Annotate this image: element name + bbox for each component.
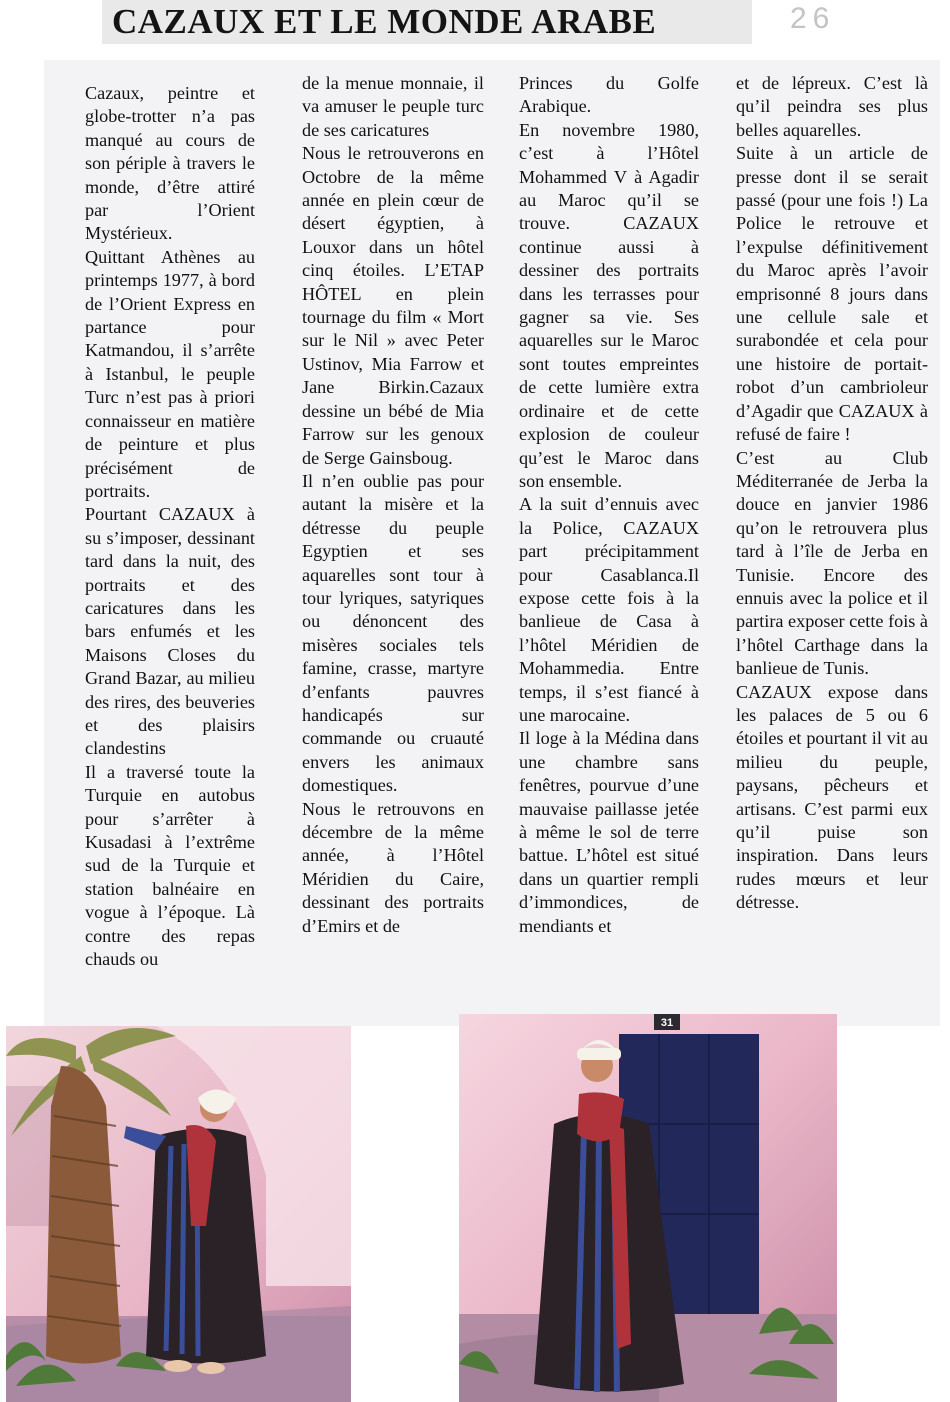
article-column-4 <box>736 72 928 915</box>
paragraph: A la suit d’ennuis avec la Police, CAZAUX part précipitamment pour Casablanca.Il expose cette fois à la banlieue de Casa à l’hôtel Méridien de Mohammedia. Entre temps, il s’est fiancé à une marocaine. <box>519 494 699 725</box>
paragraph: et de lépreux. C’est là qu’il peindra ses plus belles aquarelles. <box>736 73 928 140</box>
door-number: 31 <box>660 1017 674 1029</box>
paragraph: Il loge à la Médina dans une chambre sans fenêtres, pourvue d’une mauvaise paillasse jetée à même le sol de terre battue. L’hôtel est situé dans un quartier rempli d’immondices, de mendiants et <box>519 728 699 936</box>
paragraph: Princes du Golfe Arabique. <box>519 73 699 117</box>
paragraph: Cazaux, peintre et globe-trotter n’a pas manqué au cours de son périple à travers le monde, d’être attiré par l’Orient Mystérieux. <box>85 83 255 244</box>
paragraph: Il a traversé toute la Turquie en autobus pour s’arrêter à Kusadasi à l’extrême sud de la Turquie et station balnéaire en vogue à l’époque. Là contre des repas chauds ou <box>85 761 255 970</box>
article-column-1 <box>85 82 255 971</box>
paragraph: En novembre 1980, c’est à l’Hôtel Mohammed V à Agadir au Maroc qu’il se trouve. CAZAUX continue aussi à dessiner des portraits dans les terrasses pour gagner sa vie. Ses aquarelles sur le Maroc sont toutes empreintes de cette lumière extra ordinaire et de cette explosion de couleur qu’est le Maroc dans son ensemble. <box>519 119 699 491</box>
paragraph: CAZAUX expose dans les palaces de 5 ou 6 étoiles et pourtant il vit au milieu du peuple, paysans, pêcheurs et artisans. C’est parmi eux qu’il puise son inspiration. Dans leurs rudes mœurs et leur détresse. <box>736 681 928 913</box>
photo-man-by-palm-tree <box>6 1026 351 1402</box>
paragraph: Nous le retrouverons en Octobre de la même année en plein cœur de désert égyptien, à Louxor dans un hôtel cinq étoiles. L’ETAP HÔTEL en plein tournage du film « Mort sur le Nil » avec Peter Ustinov, Mia Farrow et Jane Birkin.Cazaux dessine un bébé de Mia Farrow sur les genoux de Serge Gainsboug. <box>302 143 484 468</box>
paragraph: Il n’en oublie pas pour autant la misère et la détresse du peuple Egyptien et ses aquarelles sont tour à tour lyriques, satyriques ou dénoncent des misères sociales tels famine, crasse, martyre d’enfants pauvres handicapés sur commande ou cruauté envers les animaux domestiques. <box>302 470 484 796</box>
paragraph: Nous le retrouvons en décembre de la même année, à l’Hôtel Méridien du Caire, dessinant des portraits d’Emirs et de <box>302 798 484 936</box>
paragraph: C’est au Club Méditerranée de Jerba la douce en janvier 1986 qu’on le retrouvera plus tard à l’île de Jerba en Tunisie. Encore des ennuis avec la police et il partira exposer cette fois à l’hôtel Carthage dans la banlieue de Tunis. <box>736 447 928 679</box>
paragraph: de la menue monnaie, il va amuser le peuple turc de ses caricatures <box>302 73 484 140</box>
paragraph: Suite à un article de presse dont il se serait passé (pour une fois !) La Police le retrouve et l’expulse définitivement du Maroc après l’avoir emprisonné 8 jours dans une cellule sale et surabondée et cela pour une histoire de portait-robot d’un cambrioleur d’Agadir que CAZAUX à refusé de faire ! <box>736 143 928 445</box>
photo-man-before-blue-door <box>459 1014 837 1402</box>
handwritten-page-number: 26 <box>790 2 836 35</box>
page-title: CAZAUX ET LE MONDE ARABE <box>112 2 657 41</box>
paragraph: Pourtant CAZAUX à su s’imposer, dessinant tard dans la nuit, des portraits et des caricatures dans les bars enfumés et les Maisons Closes du Grand Bazar, au milieu des rires, des beuveries et des plaisirs clandestins <box>85 504 255 759</box>
article-column-2 <box>302 72 484 938</box>
paragraph: Quittant Athènes au printemps 1977, à bord de l’Orient Express en partance pour Katmandou, il s’arrête à Istanbul, le peuple Turc n’est pas à priori connaisseur en matière de peinture et plus précisément de portraits. <box>85 246 255 501</box>
article-column-3 <box>519 72 699 938</box>
